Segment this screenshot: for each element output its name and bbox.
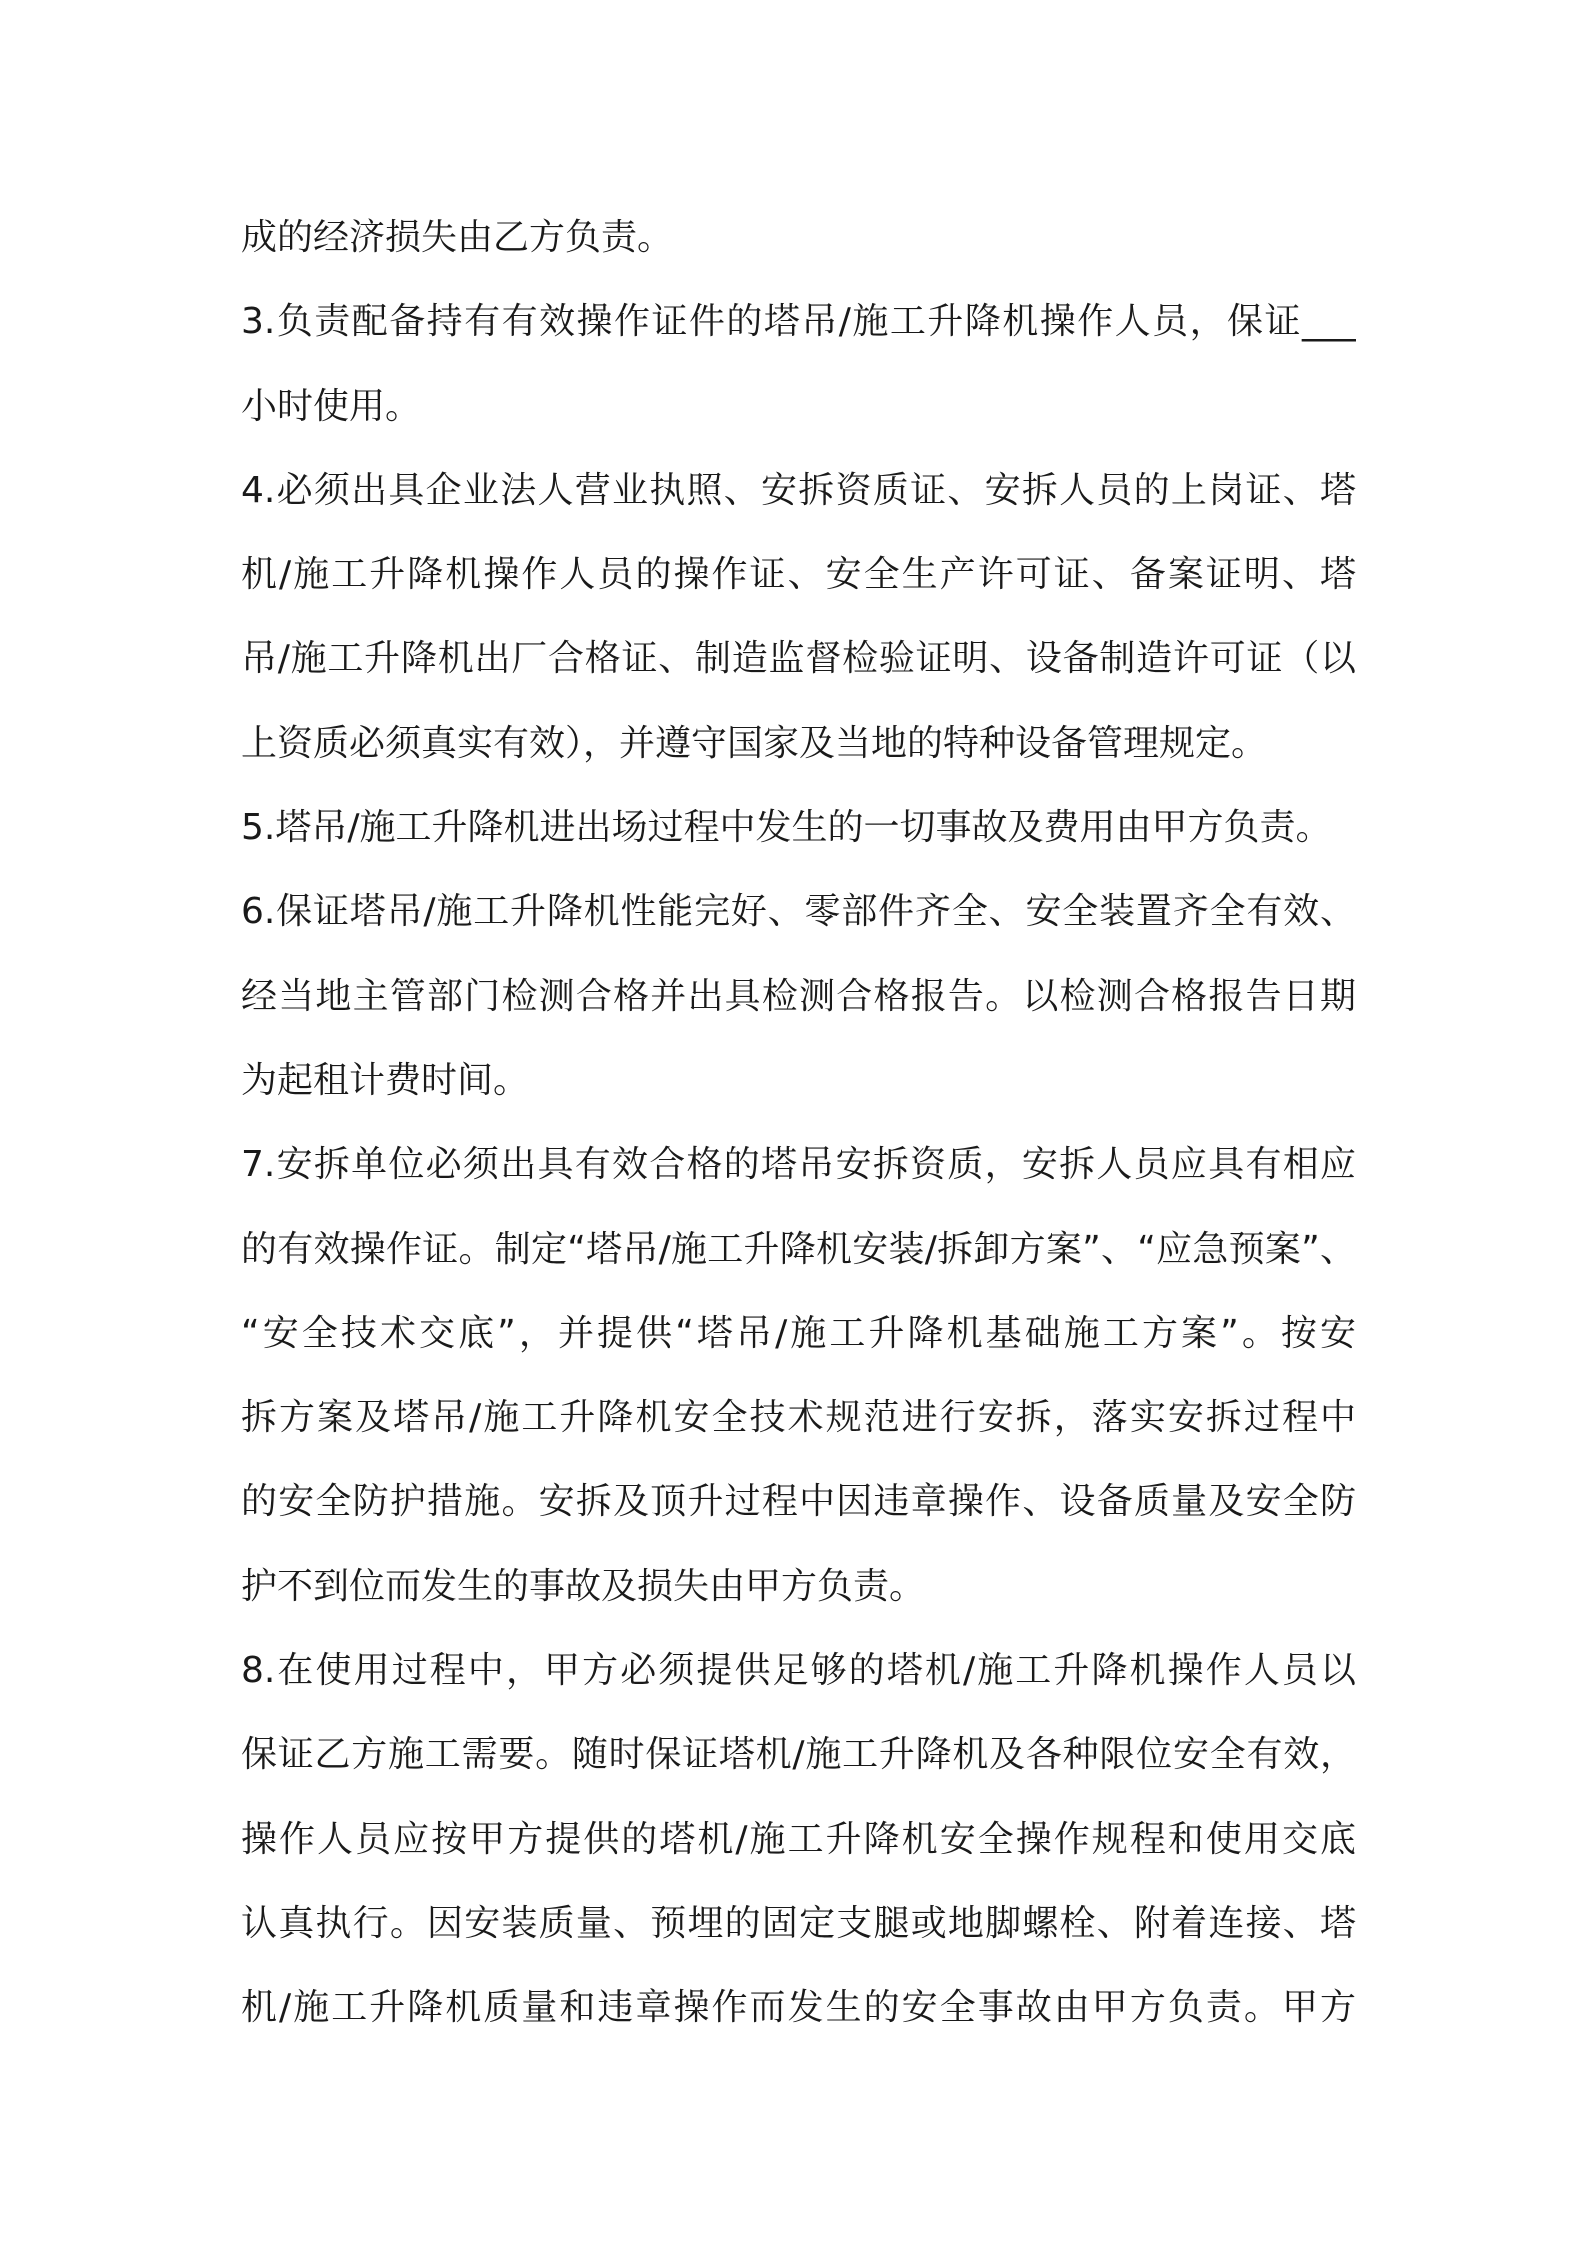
text-line: 小时使用。 (241, 385, 422, 427)
text-line: 为起租计费时间。 (241, 1059, 530, 1101)
text-line: 3.负责配备持有有效操作证件的塔吊/施工升降机操作人员，保证___ (241, 301, 1356, 343)
text-line: 护不到位而发生的事故及损失由甲方负责。 (241, 1565, 926, 1607)
text-line: 的安全防护措施。安拆及顶升过程中因违章操作、设备质量及安全防 (241, 1481, 1356, 1523)
text-line: 经当地主管部门检测合格并出具检测合格报告。以检测合格报告日期 (241, 975, 1356, 1017)
text-line: 7.安拆单位必须出具有效合格的塔吊安拆资质，安拆人员应具有相应 (241, 1144, 1356, 1186)
text-line: “安全技术交底”，并提供“塔吊/施工升降机基础施工方案”。按安 (241, 1312, 1356, 1354)
text-line: 吊/施工升降机出厂合格证、制造监督检验证明、设备制造许可证（以 (241, 638, 1356, 680)
text-line: 认真执行。因安装质量、预埋的固定支腿或地脚螺栓、附着连接、塔 (241, 1902, 1356, 1944)
text-line: 机/施工升降机操作人员的操作证、安全生产许可证、备案证明、塔 (241, 554, 1356, 596)
text-line: 上资质必须真实有效），并遵守国家及当地的特种设备管理规定。 (241, 722, 1268, 764)
text-line: 8.在使用过程中，甲方必须提供足够的塔机/施工升降机操作人员以 (241, 1650, 1356, 1692)
text-line: 成的经济损失由乙方负责。 (241, 217, 674, 258)
text-line: 保证乙方施工需要。随时保证塔机/施工升降机及各种限位安全有效， (241, 1734, 1356, 1776)
text-line: 5.塔吊/施工升降机进出场过程中发生的一切事故及费用由甲方负责。 (241, 807, 1332, 849)
text-line: 拆方案及塔吊/施工升降机安全技术规范进行安拆，落实安拆过程中 (241, 1397, 1356, 1439)
text-line: 操作人员应按甲方提供的塔机/施工升降机安全操作规程和使用交底 (241, 1818, 1356, 1860)
text-line: 的有效操作证。制定“塔吊/施工升降机安装/拆卸方案”、“应急预案”、 (241, 1228, 1356, 1270)
text-line: 4.必须出具企业法人营业执照、安拆资质证、安拆人员的上岗证、塔 (241, 469, 1356, 511)
text-line: 6.保证塔吊/施工升降机性能完好、零部件齐全、安全装置齐全有效、 (241, 891, 1356, 933)
contract-text-body (241, 196, 1356, 2051)
text-line: 机/施工升降机质量和违章操作而发生的安全事故由甲方负责。甲方 (241, 1987, 1356, 2029)
